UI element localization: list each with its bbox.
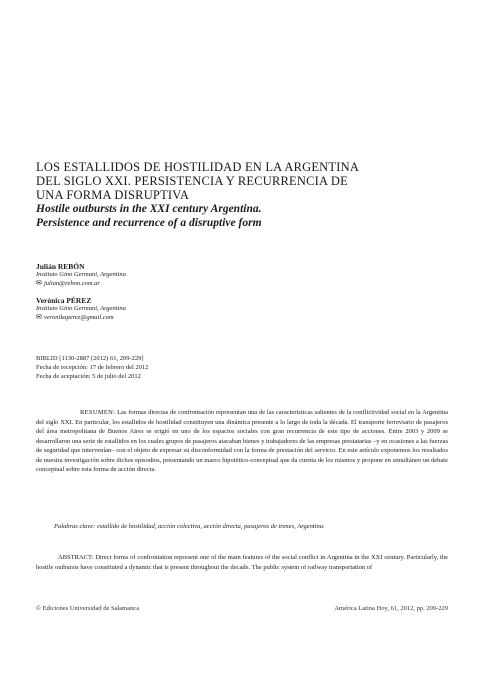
title-english	[36, 202, 448, 230]
envelope-icon: ✉	[36, 313, 42, 321]
biblio-block	[36, 354, 448, 381]
abstract-spanish-label: RESUMEN:	[80, 409, 116, 416]
biblio-reference: BIBLID [1130-2887 (2012) 61, 209-229]	[36, 355, 144, 362]
title-spanish-line: DEL SIGLO XXI. PERSISTENCIA Y RECURRENCIA DE	[36, 174, 348, 188]
title-spanish-line: LOS ESTALLIDOS DE HOSTILIDAD EN LA ARGENTINA	[36, 160, 360, 174]
document-page	[36, 0, 448, 680]
title-english-line: Persistence and recurrence of a disruptive form	[36, 217, 262, 229]
title-english-line: Hostile outbursts in the XXI century Argentina.	[36, 203, 262, 215]
author-email[interactable]	[36, 279, 448, 288]
keywords-text: estallido de hostilidad, acción colectiva, acción directa, pasajeros de trenes, Argentina.	[96, 523, 325, 530]
title-spanish	[36, 160, 448, 202]
footer-citation: América Latina Hoy, 61, 2012, pp. 209-229	[334, 605, 448, 612]
title-spanish-line: UNA FORMA DISRUPTIVA	[36, 188, 190, 202]
keywords-label: Palabras clave:	[54, 523, 96, 530]
accepted-date: Fecha de aceptación: 5 de julio del 2012	[36, 373, 141, 380]
author-email-text[interactable]: julian@rebon.com.ar	[44, 280, 100, 287]
authors-block	[36, 262, 448, 330]
title-block	[36, 160, 448, 230]
author-email-text[interactable]: veronikaperez@gmail.com	[44, 314, 114, 321]
author-email[interactable]	[36, 313, 448, 322]
abstract-english-label: ABSTRACT:	[58, 554, 94, 561]
envelope-icon: ✉	[36, 279, 42, 287]
abstract-english-text: Direct forms of confrontation represent one of the main features of the social conflict in Argentina in the XXI century. Particularly, the hostile outbursts have constituted a dynamic that is present throughout the decade. The public system of railway transportation of	[36, 554, 448, 571]
abstract-spanish	[36, 408, 448, 475]
abstract-english	[36, 553, 448, 581]
author-name: Julián REBÓN	[36, 262, 85, 271]
author-institution: Instituto Gino Germani, Argentina	[36, 271, 126, 278]
author-entry	[36, 262, 448, 288]
footer-publisher: © Ediciones Universidad de Salamanca	[36, 605, 140, 612]
author-entry	[36, 296, 448, 322]
abstract-spanish-text: Las formas directas de confrontación representan una de las características salientes de la conflictividad social en la Argentina del siglo XXI. En particular, los estallidos de hostilidad constituyen una dinámica presente a lo largo de toda la década. El transporte ferroviario de pasajeros del área metropolitana de Buenos Aires se erigió en uno de los espacios sociales con gran recurrencia de este tipo de acciones. Entre 2003 y 2009 se desarrollaron una serie de estallidos en los cuales grupos de pasajeros atacaban bienes y trabajadores de las empresas prestatarias –y en ocasiones a las fuerzas de seguridad que intervenían– con el objeto de expresar su disconformidad con la forma de prestación del servicio. En este artículo exponemos los resultados de nuestra investigación sobre dichos episodios, presentando un marco hipotético-conceptual que da cuenta de los mismos y propone en simultáneo un debate conceptual sobre esta forma de acción directa.	[36, 409, 449, 473]
keywords	[36, 522, 448, 532]
author-institution: Instituto Gino Germani, Argentina	[36, 305, 126, 312]
received-date: Fecha de recepción: 17 de febrero del 2012	[36, 364, 149, 371]
author-name: Verónica PÉREZ	[36, 296, 92, 305]
